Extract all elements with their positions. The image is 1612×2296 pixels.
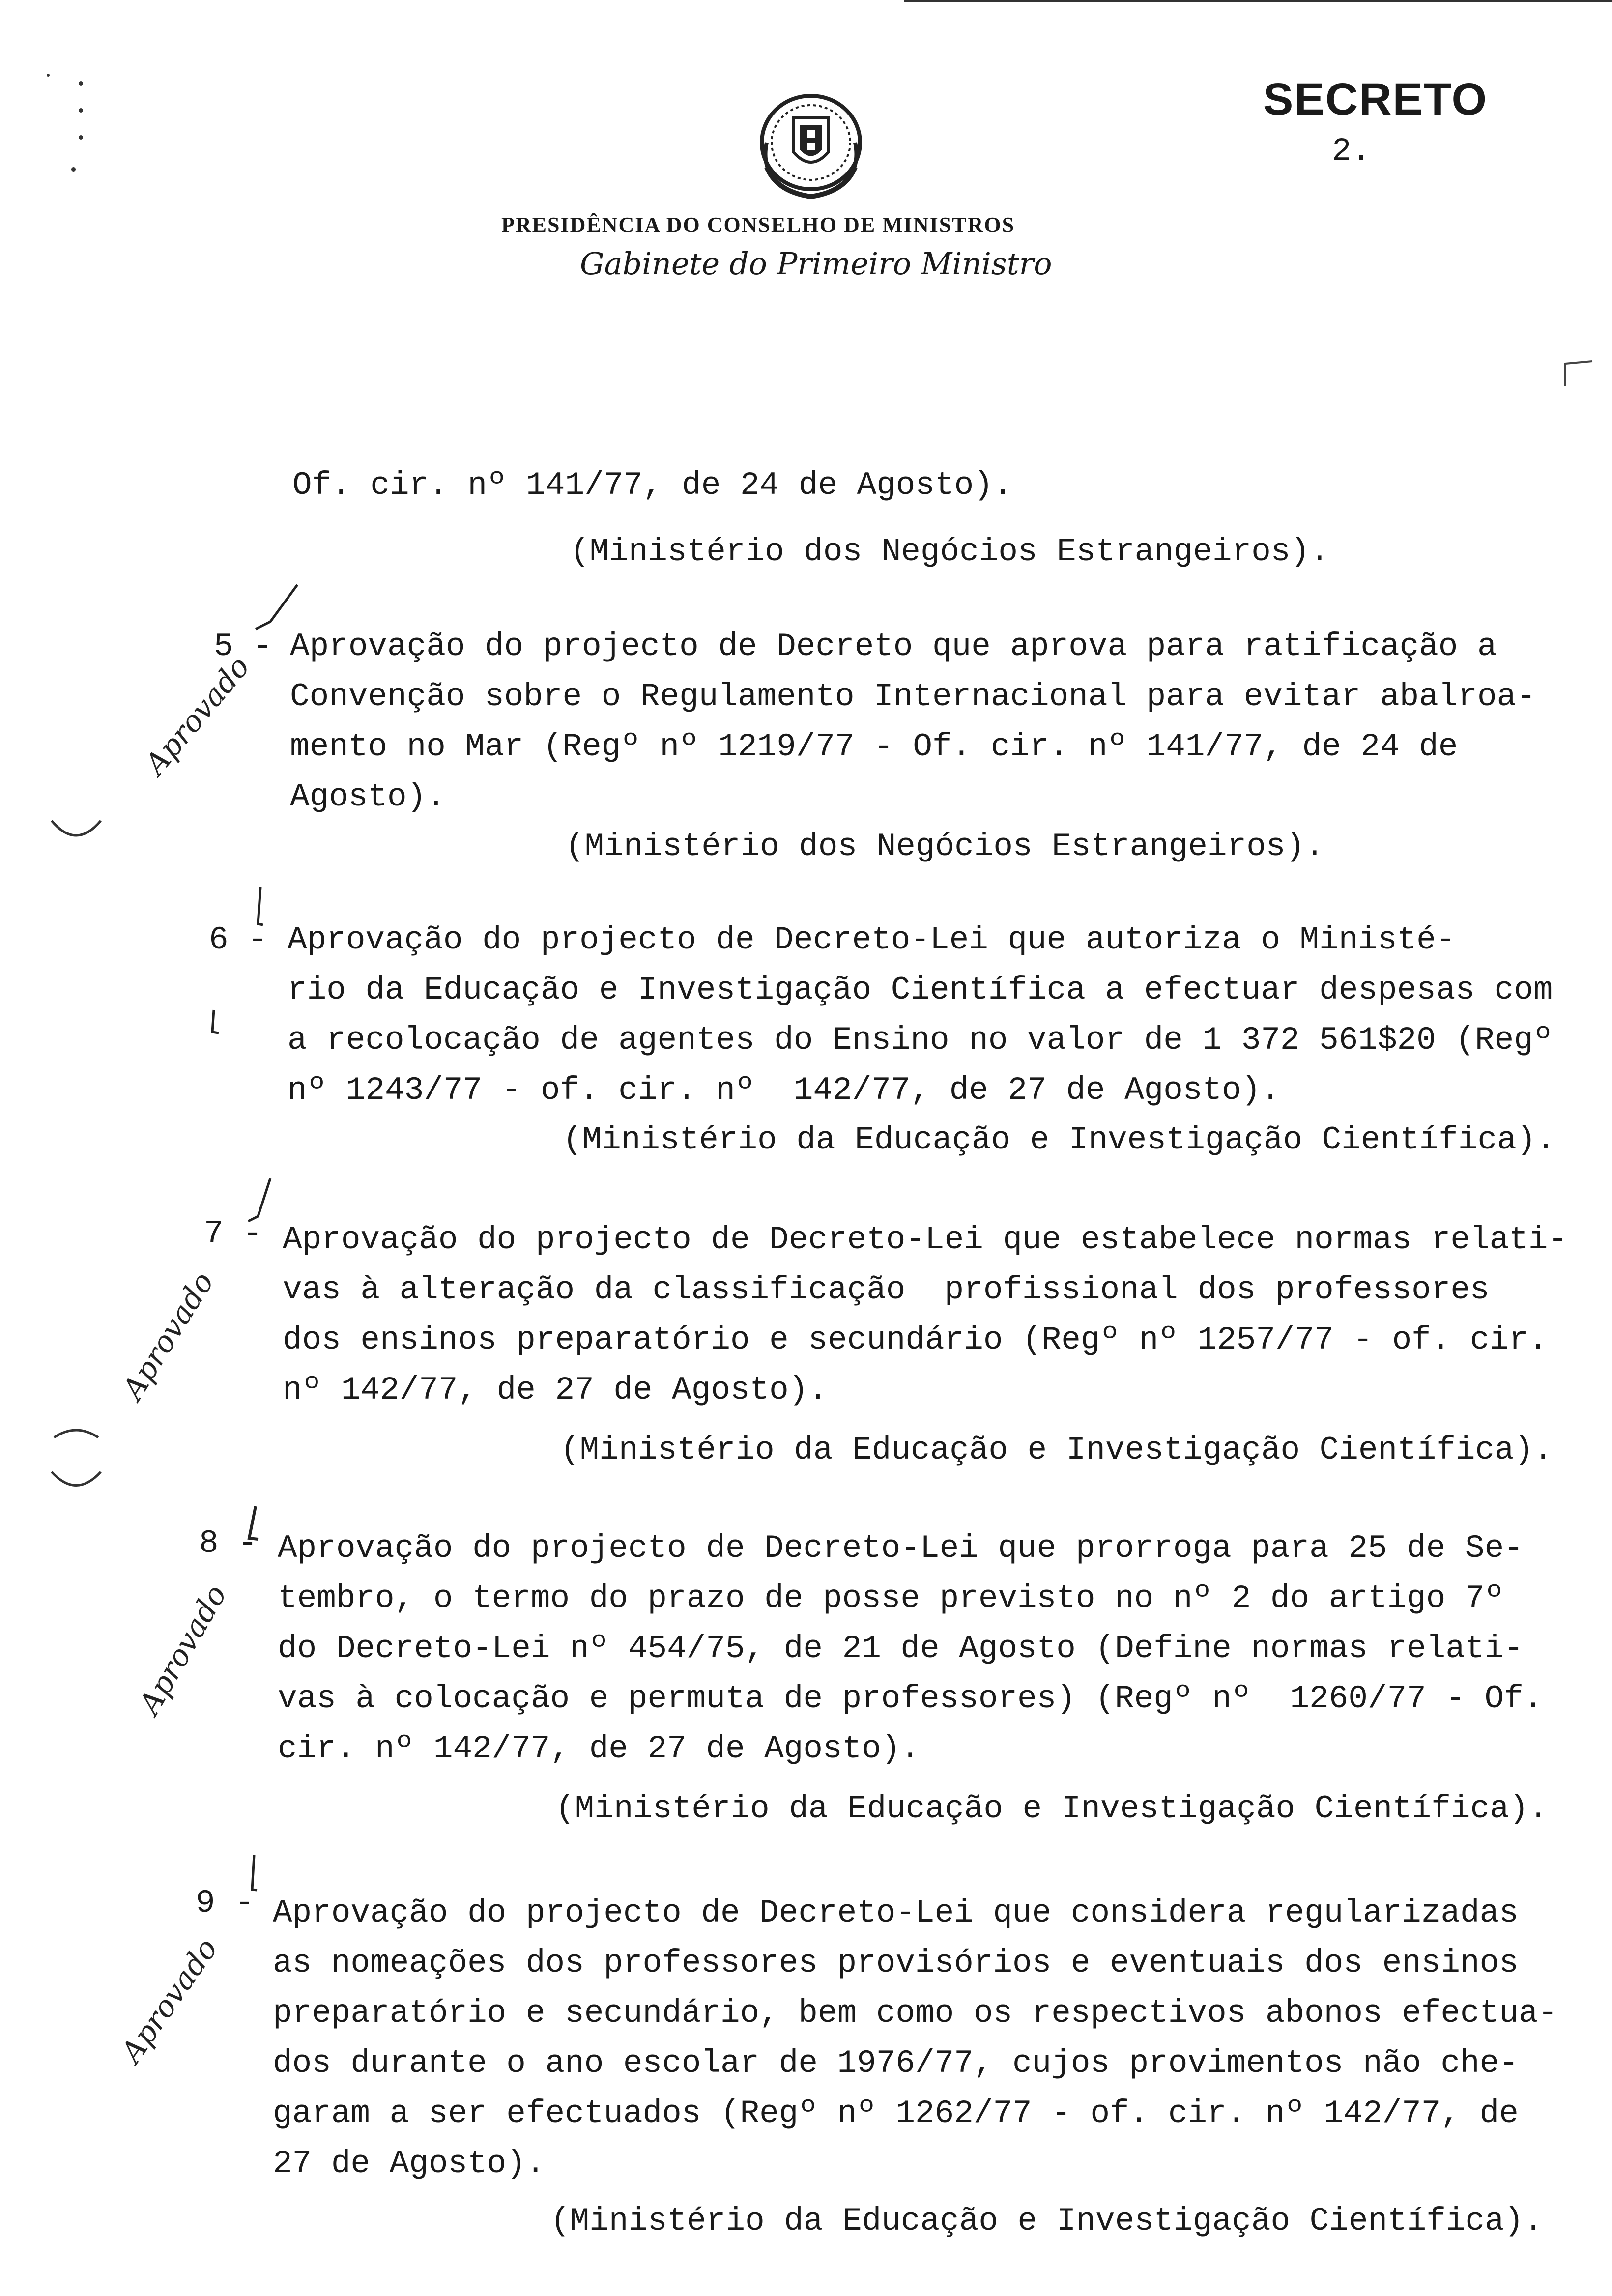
item-6-number: 6 - <box>209 921 267 958</box>
item-7-line: nº 142/77, de 27 de Agosto). <box>283 1372 828 1408</box>
item-5-line: mento no Mar (Regº nº 1219/77 - Of. cir. nº 141/77, de 24 de <box>290 728 1458 765</box>
intro-ministry: (Ministério dos Negócios Estrangeiros). <box>570 533 1329 570</box>
scan-speck <box>79 81 83 86</box>
item-8-line: tembro, o termo do prazo de posse previsto no nº 2 do artigo 7º <box>278 1580 1504 1617</box>
item-5-ministry: (Ministério dos Negócios Estrangeiros). <box>565 828 1324 865</box>
item-5-number: 5 - <box>214 628 272 665</box>
classification-label: SECRETO <box>1263 74 1488 124</box>
margin-tick-icon <box>206 1007 226 1047</box>
scan-speck <box>71 167 76 172</box>
item-7-line: vas à alteração da classificação profissional dos professores <box>283 1271 1490 1308</box>
handwritten-approval: Aprovado <box>114 1932 225 2069</box>
coat-of-arms-icon <box>747 84 875 201</box>
item-5-line: Convenção sobre o Regulamento Internacional para evitar abalroa- <box>290 678 1536 715</box>
item-7-ministry: (Ministério da Educação e Investigação Científica). <box>560 1432 1553 1468</box>
handwritten-approval: Aprovado <box>115 1266 221 1406</box>
intro-line: Of. cir. nº 141/77, de 24 de Agosto). <box>292 467 1013 504</box>
item-9-line: preparatório e secundário, bem como os respectivos abonos efectua- <box>273 1995 1558 2032</box>
checkmark-icon <box>238 1504 268 1548</box>
corner-mark <box>1558 359 1597 388</box>
checkmark-icon <box>243 1175 283 1229</box>
item-6-line: rio da Educação e Investigação Científica a efectuar despesas com <box>288 972 1553 1008</box>
item-9-ministry: (Ministério da Educação e Investigação Científica). <box>550 2203 1543 2239</box>
item-8-line: do Decreto-Lei nº 454/75, de 21 de Agosto (Define normas relati- <box>278 1630 1524 1667</box>
scan-speck <box>79 135 83 140</box>
item-9-line: garam a ser efectuados (Regº nº 1262/77 - of. cir. nº 142/77, de <box>273 2095 1519 2132</box>
handwritten-approval: Aprovado <box>138 650 257 781</box>
item-6-line: a recolocação de agentes do Ensino no valor de 1 372 561$20 (Regº <box>288 1022 1553 1059</box>
item-7-line: Aprovação do projecto de Decreto-Lei que estabelece normas relati- <box>283 1221 1568 1258</box>
page-number: 2. <box>1332 133 1371 170</box>
item-8-line: vas à colocação e permuta de professores) (Regº nº 1260/77 - Of. <box>278 1680 1543 1717</box>
item-6-line: nº 1243/77 - of. cir. nº 142/77, de 27 de Agosto). <box>288 1072 1280 1109</box>
page-edge-line <box>904 0 1612 2</box>
item-8-number: 8 - <box>199 1525 258 1562</box>
item-7-line: dos ensinos preparatório e secundário (Regº nº 1257/77 - of. cir. <box>283 1321 1548 1358</box>
item-8-ministry: (Ministério da Educação e Investigação Científica). <box>555 1790 1548 1827</box>
item-8-line: Aprovação do projecto de Decreto-Lei que prorroga para 25 de Se- <box>278 1530 1524 1567</box>
punch-hole-arc <box>49 816 103 845</box>
item-5-line: Agosto). <box>290 778 446 815</box>
checkmark-icon <box>238 1853 268 1897</box>
item-8-line: cir. nº 142/77, de 27 de Agosto). <box>278 1730 921 1767</box>
item-7-number: 7 - <box>204 1215 262 1252</box>
item-5-line: Aprovação do projecto de Decreto que aprova para ratificação a <box>290 628 1497 665</box>
punch-hole-arc <box>49 1425 103 1494</box>
item-9-line: Aprovação do projecto de Decreto-Lei que considera regularizadas <box>273 1894 1519 1931</box>
scan-speck <box>47 74 50 77</box>
item-6-ministry: (Ministério da Educação e Investigação Científica). <box>563 1121 1555 1158</box>
item-9-line: dos durante o ano escolar de 1976/77, cujos provimentos não che- <box>273 2045 1519 2082</box>
item-9-number: 9 - <box>196 1885 254 1922</box>
institution-header: PRESIDÊNCIA DO CONSELHO DE MINISTROS <box>501 213 1015 237</box>
item-6-line: Aprovação do projecto de Decreto-Lei que autoriza o Ministé- <box>288 921 1456 958</box>
scan-speck <box>79 108 83 113</box>
item-9-line: 27 de Agosto). <box>273 2145 546 2182</box>
checkmark-icon <box>246 885 275 929</box>
handwritten-approval: Aprovado <box>132 1579 234 1720</box>
office-header: Gabinete do Primeiro Ministro <box>580 246 1052 282</box>
item-9-line: as nomeações dos professores provisórios e eventuais dos ensinos <box>273 1945 1519 1981</box>
